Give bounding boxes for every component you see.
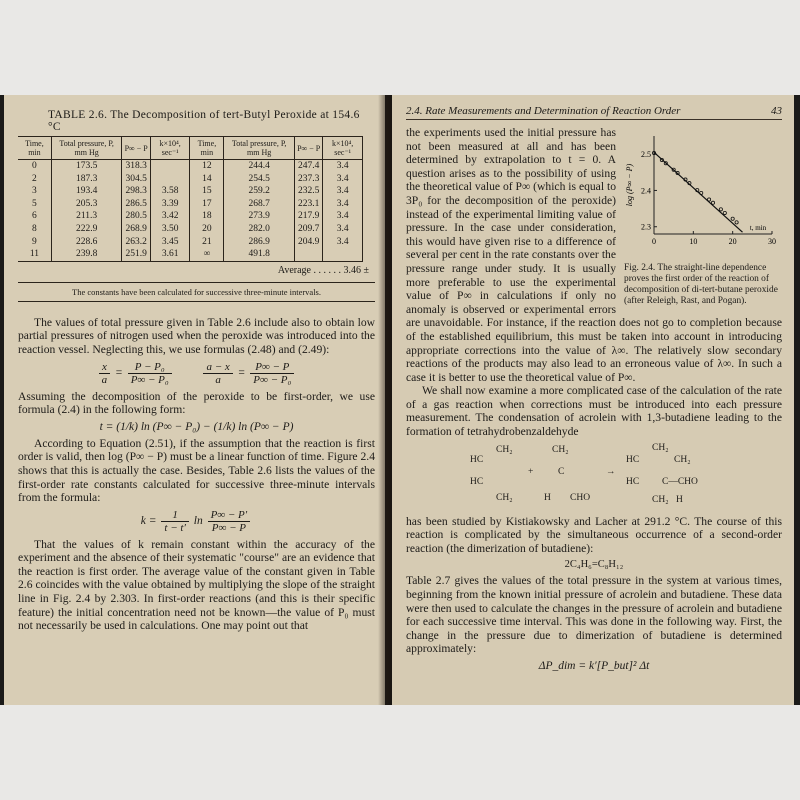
fraction bbox=[128, 361, 172, 386]
open-book bbox=[0, 95, 800, 705]
table-cell: 20 bbox=[190, 223, 224, 236]
equals-sign: = bbox=[237, 366, 246, 379]
right-page bbox=[392, 95, 794, 705]
numerator: P∞ − P bbox=[250, 361, 294, 374]
table-cell: 232.5 bbox=[294, 185, 322, 198]
table-cell: 18 bbox=[190, 210, 224, 223]
table-cell: 3.50 bbox=[150, 223, 190, 236]
chem-label: H bbox=[544, 492, 551, 503]
table-cell: 244.4 bbox=[224, 160, 295, 173]
chem-label: HC bbox=[470, 476, 484, 487]
table-cell: 3.4 bbox=[323, 185, 363, 198]
equation bbox=[18, 361, 375, 386]
chem-label: H bbox=[676, 494, 683, 505]
ln-operator: ln bbox=[193, 514, 203, 527]
paragraph: According to Equation (2.51), if the assumption that the reaction is first order is valid, then log (P∞ − P) must be a linear function of time. Figure 2.4 shows that this is actually the case. Besides, Table 2.6 lists the values of the first-order rate constants calculated for successive three-minute intervals from the formula: bbox=[18, 436, 375, 505]
running-head-title: 2.4. Rate Measurements and Determination of Reaction Order bbox=[406, 105, 681, 117]
table-cell: 286.5 bbox=[122, 198, 150, 211]
table-cell: 14 bbox=[190, 173, 224, 186]
table-cell: 0 bbox=[18, 160, 51, 173]
fraction bbox=[250, 361, 294, 386]
paragraph: Assuming the decomposition of the peroxide to be first-order, we use formula (2.4) in the following form: bbox=[18, 389, 375, 417]
x-tick-label: 30 bbox=[768, 237, 776, 246]
numerator: 1 bbox=[161, 509, 188, 522]
table-cell bbox=[150, 160, 190, 173]
table-cell: 286.9 bbox=[224, 236, 295, 249]
x-axis-label: t, min bbox=[749, 224, 767, 232]
table-cell: 9 bbox=[18, 236, 51, 249]
table-cell: 280.5 bbox=[122, 210, 150, 223]
col-header: Time, min bbox=[18, 137, 51, 160]
chem-label: HC bbox=[470, 454, 484, 465]
equation-lhs: k = bbox=[140, 514, 157, 527]
table-cell: 11 bbox=[18, 248, 51, 261]
denominator: t − t′ bbox=[164, 521, 186, 534]
fraction bbox=[161, 509, 188, 534]
data-point bbox=[731, 217, 734, 220]
paragraph: We shall now examine a more complicated case of the calculation of the rate of a gas reaction when corrections must be introduced into each pressure measurement. The condensation of acrolein with 1,3-butadiene leading to the formation of tetrahydrobenzaldehyde bbox=[406, 384, 782, 439]
denominator: P∞ − P₀ bbox=[130, 373, 169, 386]
fraction bbox=[208, 509, 251, 534]
table-cell bbox=[150, 173, 190, 186]
table-cell bbox=[294, 248, 322, 261]
table-cell: 239.8 bbox=[51, 248, 122, 261]
denominator: P∞ − P bbox=[211, 521, 246, 534]
numerator: a − x bbox=[203, 361, 232, 374]
table-cell bbox=[323, 248, 363, 261]
data-point bbox=[700, 191, 703, 194]
col-header: k×10⁴, sec⁻¹ bbox=[150, 137, 190, 160]
table-cell: 254.5 bbox=[224, 173, 295, 186]
table-cell: 3.4 bbox=[323, 160, 363, 173]
table-note: The constants have been calculated for successive three-minute intervals. bbox=[18, 282, 375, 302]
table-cell: 251.9 bbox=[122, 248, 150, 261]
data-point bbox=[711, 201, 714, 204]
fraction bbox=[203, 361, 232, 386]
table-row bbox=[18, 236, 363, 249]
page-number: 43 bbox=[771, 105, 782, 117]
table-row bbox=[18, 173, 363, 186]
chem-label: CHO bbox=[570, 492, 591, 503]
table-cell: 187.3 bbox=[51, 173, 122, 186]
denominator: P∞ − P₀ bbox=[253, 373, 292, 386]
data-point bbox=[719, 208, 722, 211]
table-cell: 268.9 bbox=[122, 223, 150, 236]
table-cell: 222.9 bbox=[51, 223, 122, 236]
chem-label: HC bbox=[626, 476, 640, 487]
table-cell: 259.2 bbox=[224, 185, 295, 198]
chem-label: CH₂ bbox=[674, 454, 691, 465]
table-cell: 8 bbox=[18, 223, 51, 236]
col-header: k×10⁴, sec⁻¹ bbox=[323, 137, 363, 160]
table-cell: 211.3 bbox=[51, 210, 122, 223]
chem-label: CH₂ bbox=[552, 444, 569, 455]
table-cell: 5 bbox=[18, 198, 51, 211]
reaction-arrow: → bbox=[606, 466, 616, 477]
table-cell: 3.4 bbox=[323, 236, 363, 249]
col-header: Total pressure, P, mm Hg bbox=[51, 137, 122, 160]
plus-sign: + bbox=[528, 466, 534, 477]
data-point bbox=[723, 211, 726, 214]
table-cell: 304.5 bbox=[122, 173, 150, 186]
equation: 2C₄H₆=C₈H₁₂ bbox=[564, 559, 624, 571]
table-cell: 263.2 bbox=[122, 236, 150, 249]
table-cell: 3.4 bbox=[323, 210, 363, 223]
table-average: Average . . . . . . 3.46 ± bbox=[277, 264, 369, 276]
table-cell: 298.3 bbox=[122, 185, 150, 198]
chem-label: CH₂ bbox=[652, 494, 669, 505]
table-row bbox=[18, 248, 363, 261]
equation: ΔP_dim = k′[P_but]² Δt bbox=[538, 660, 650, 672]
denominator: a bbox=[101, 373, 108, 386]
x-tick-label: 10 bbox=[689, 237, 698, 246]
paragraph: the experiments used the initial pressure has not been measured at all and has been determined by extrapolation to t = 0. A question arises as to the possibility of using the theoretical value of P∞ (which is equal to 3P₀ for the decomposition of the peroxide) instead of the experimental limiting value of pressure. In the case under consideration, this would have given rise to a difference of several per cent in the rate constants over the pressure range under study. It is usually more preferable to use the experimental value of P∞ in calculations if only no anomaly is observed or experimental errors are unavoidable. For instance, if the reaction does not go to completion because of the established equilibrium, this must be taken into account in introducing appropriate corrections into the value of λ∞. The relatively slow secondary reactions of the products may also lead to an erroneous value of λ∞. In such a case it is better to use the theoretical value of P∞. bbox=[406, 126, 782, 384]
table-cell: 237.3 bbox=[294, 173, 322, 186]
table-row bbox=[18, 198, 363, 211]
x-tick-label: 20 bbox=[728, 237, 737, 246]
data-point bbox=[735, 221, 738, 224]
table-cell: 21 bbox=[190, 236, 224, 249]
table-cell: 3.61 bbox=[150, 248, 190, 261]
table-cell: 12 bbox=[190, 160, 224, 173]
numerator: P∞ − P′ bbox=[208, 509, 251, 522]
table-cell: 491.8 bbox=[224, 248, 295, 261]
table-row bbox=[18, 160, 363, 173]
table-cell: 223.1 bbox=[294, 198, 322, 211]
table-row bbox=[18, 210, 363, 223]
paragraph: has been studied by Kistiakowsky and Lacher at 291.2 °C. The course of this reaction is complicated by the simultaneous occurrence of a second-order reaction (the dimerization of butadiene): bbox=[406, 514, 782, 555]
table-cell: 3.4 bbox=[323, 198, 363, 211]
table-body bbox=[18, 160, 363, 262]
table-cell: 282.0 bbox=[224, 223, 295, 236]
table-cell: 217.9 bbox=[294, 210, 322, 223]
table-cell: 15 bbox=[190, 185, 224, 198]
table-cell: 318.3 bbox=[122, 160, 150, 173]
table-header-row bbox=[18, 137, 363, 160]
table-row bbox=[18, 223, 363, 236]
fraction bbox=[99, 361, 111, 386]
data-point bbox=[707, 198, 710, 201]
table-cell: 268.7 bbox=[224, 198, 295, 211]
table-cell: 205.3 bbox=[51, 198, 122, 211]
table-cell: 3 bbox=[18, 185, 51, 198]
equals-sign: = bbox=[115, 366, 123, 379]
table-cell: 193.4 bbox=[51, 185, 122, 198]
y-axis-label: log (P∞ − P) bbox=[625, 163, 634, 207]
table-cell: 3.42 bbox=[150, 210, 190, 223]
table-cell: 6 bbox=[18, 210, 51, 223]
chem-label: CH₂ bbox=[496, 444, 513, 455]
table-row bbox=[18, 185, 363, 198]
chem-label: C—CHO bbox=[662, 476, 698, 487]
col-header: P∞ − P bbox=[122, 137, 150, 160]
figure-chart bbox=[624, 128, 782, 256]
paragraph: That the values of k remain constant within the accuracy of the experiment and the absence of their systematic "course" are an evidence that the reaction is first order. The average value of the constant given in Table 2.6 coincides with the value obtained by multiplying the slope of the straight line in Fig. 2.4 by 2.303. In first-order reactions (and this is their specific feature) the initial concentration need not be known—the value of P₀ must not necessarily be used in calculations. One may point out that bbox=[18, 537, 375, 633]
table-cell: 3.58 bbox=[150, 185, 190, 198]
left-page bbox=[4, 95, 385, 705]
table-cell: 3.45 bbox=[150, 236, 190, 249]
table-cell: 204.9 bbox=[294, 236, 322, 249]
table-cell: 173.5 bbox=[51, 160, 122, 173]
y-tick-label: 2.4 bbox=[641, 186, 651, 196]
reaction-scheme bbox=[466, 443, 746, 511]
table-cell: 3.4 bbox=[323, 223, 363, 236]
x-tick-label: 0 bbox=[652, 237, 656, 246]
denominator: a bbox=[215, 373, 221, 386]
table-cell: 247.4 bbox=[294, 160, 322, 173]
table-title: TABLE 2.6. The Decomposition of tert-Butyl Peroxide at 154.6 °C bbox=[48, 109, 360, 133]
table-cell: ∞ bbox=[190, 248, 224, 261]
col-header: Total pressure, P, mm Hg bbox=[224, 137, 295, 160]
y-tick-label: 2.3 bbox=[641, 222, 651, 232]
data-table bbox=[18, 136, 363, 262]
figure-2-4 bbox=[624, 128, 782, 307]
numerator: x bbox=[99, 361, 111, 374]
chem-label: C bbox=[558, 466, 565, 477]
paragraph: Table 2.7 gives the values of the total pressure in the system at various times, beginning from the known initial pressure of acrolein and butadiene. These data were then used to calculate the changes in the pressure of acrolein and butadiene for each successive time interval. This was done in the following way. First, the change in the pressure due to dimerization of butadiene is determined approximately: bbox=[406, 574, 782, 656]
chem-label: HC bbox=[626, 454, 640, 465]
col-header: Time, min bbox=[190, 137, 224, 160]
table-cell: 3.4 bbox=[323, 173, 363, 186]
paragraph: The values of total pressure given in Table 2.6 include also to obtain low partial pressures of nitrogen used when the peroxide was introduced into the reaction vessel. Neglecting this, we use formulas (2.48) and (2.49): bbox=[18, 315, 375, 356]
chem-label: CH₂ bbox=[496, 492, 513, 503]
table-cell: 17 bbox=[190, 198, 224, 211]
y-tick-label: 2.5 bbox=[641, 150, 651, 160]
table-cell: 2 bbox=[18, 173, 51, 186]
figure-caption: Fig. 2.4. The straight-line dependence proves the first order of the reaction of decomposition of di-tert-butane peroxide (after Releigh, Rast, and Pogan). bbox=[624, 263, 778, 306]
equation: t = (1/k) ln (P∞ − P₀) − (1/k) ln (P∞ − P) bbox=[99, 420, 294, 433]
table-cell: 209.7 bbox=[294, 223, 322, 236]
running-head bbox=[406, 105, 782, 120]
table-cell: 3.39 bbox=[150, 198, 190, 211]
table-cell: 228.6 bbox=[51, 236, 122, 249]
equation bbox=[18, 509, 375, 534]
table-cell: 273.9 bbox=[224, 210, 295, 223]
numerator: P − P₀ bbox=[128, 361, 172, 374]
chem-label: CH₂ bbox=[652, 442, 669, 453]
col-header: P∞ − P bbox=[294, 137, 322, 160]
